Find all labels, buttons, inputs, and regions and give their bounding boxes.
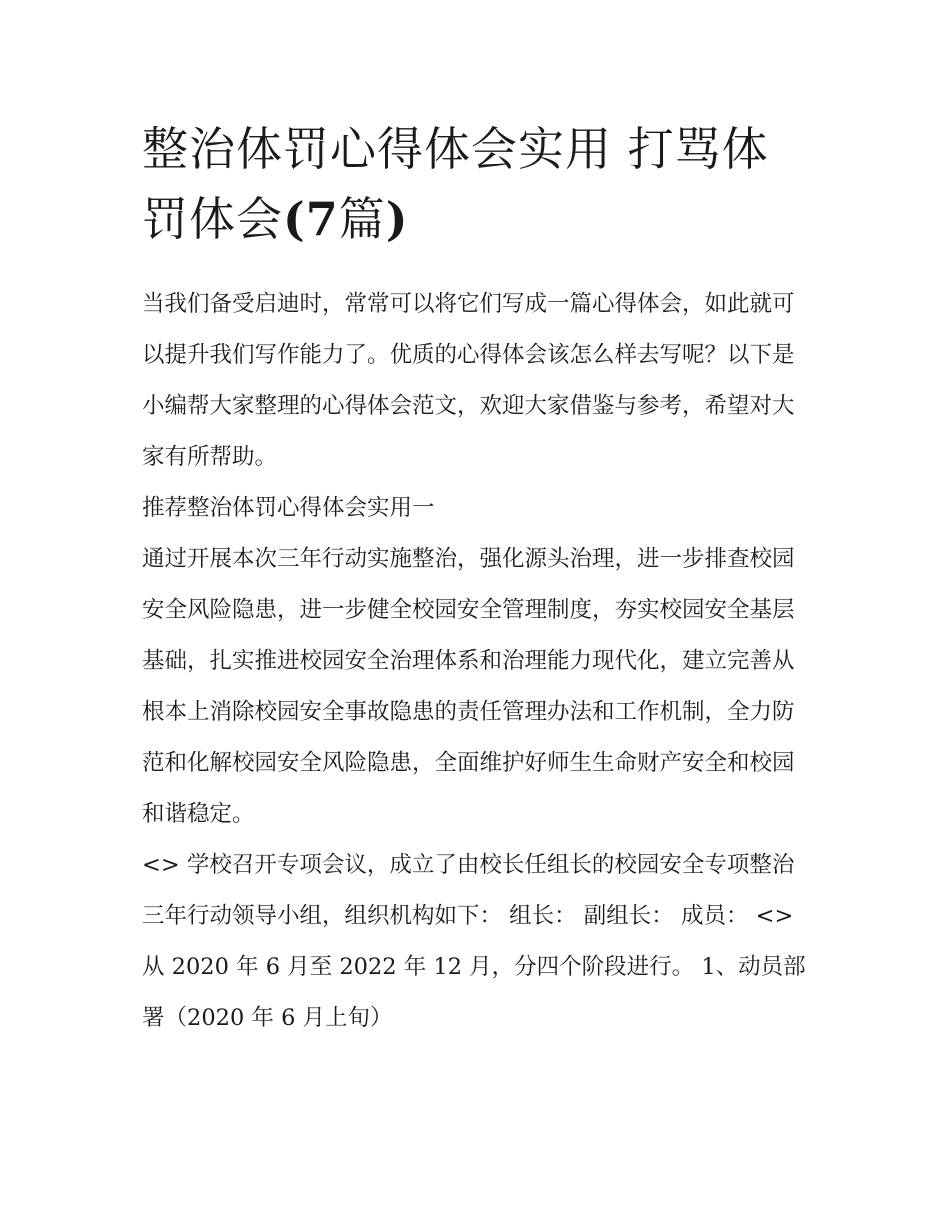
body-paragraph: 从 2020 年 6 月至 2022 年 12 月，分四个阶段进行。 1、动员部署（2020 年 6 月上旬） xyxy=(142,954,806,1031)
body-paragraph: 通过开展本次三年行动实施整治，强化源头治理，进一步排查校园安全风险隐患，进一步健全校园安全管理制度，夯实校园安全基层基础，扎实推进校园安全治理体系和治理能力现代化，建立完善从根本上消除校园安全事故隐患的责任管理办法和工作机制，全力防范和化解校园安全风险隐患，全面维护好师生生命财产安全和校园和谐稳定。 xyxy=(142,546,795,827)
title-unit: 篇 xyxy=(338,192,386,246)
document-title xyxy=(142,114,814,254)
section-heading: 推荐整治体罚心得体会实用一 xyxy=(142,495,435,521)
title-count: (7 xyxy=(283,192,339,246)
body-paragraph: <> 学校召开专项会议，成立了由校长任组长的校园安全专项整治三年行动领导小组，组织机构如下： 组长： 副组长： 成员： <> xyxy=(142,852,795,929)
document-body xyxy=(142,279,814,1044)
title-text: 整治体罚心得体会实用 打骂体罚体会 xyxy=(142,122,769,246)
title-close-paren: ) xyxy=(385,192,409,246)
intro-paragraph: 当我们备受启迪时，常常可以将它们写成一篇心得体会，如此就可以提升我们写作能力了。优质的心得体会该怎么样去写呢？以下是小编帮大家整理的心得体会范文，欢迎大家借鉴与参考，希望对大家有所帮助。 xyxy=(142,291,795,470)
